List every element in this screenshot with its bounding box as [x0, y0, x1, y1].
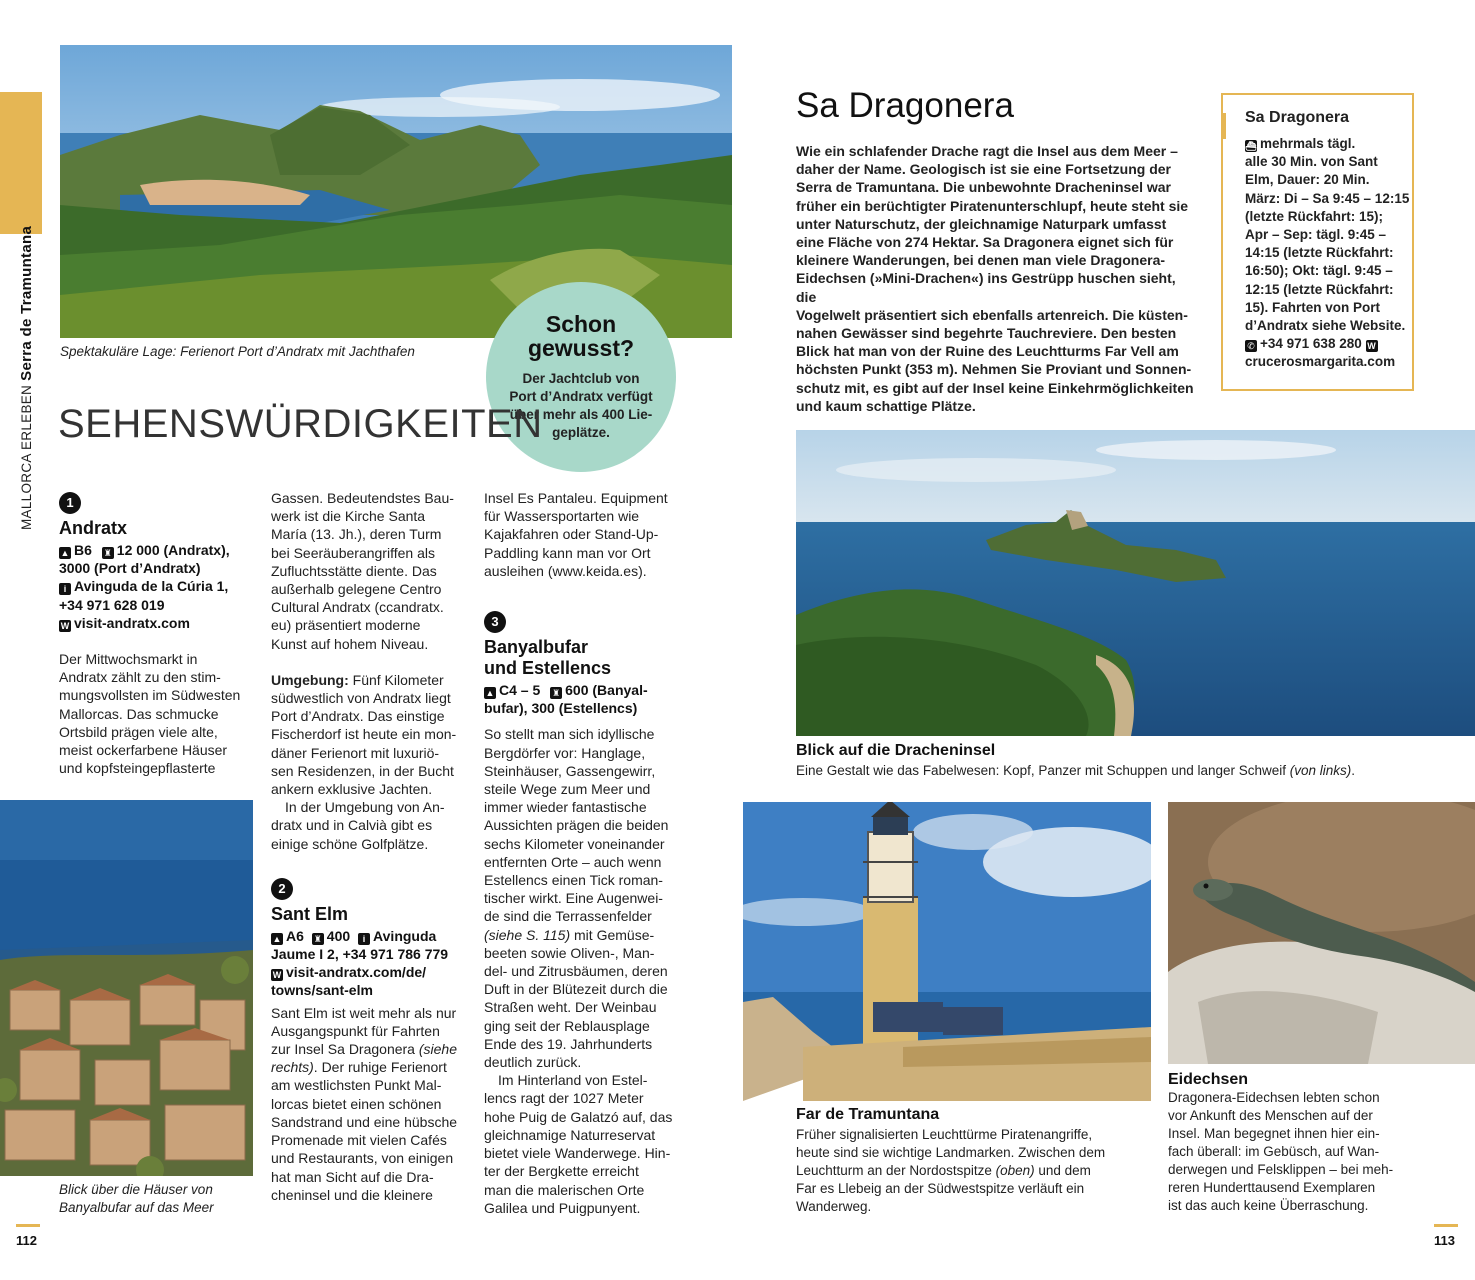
address-phone: Jaume I 2, +34 971 786 779: [271, 946, 449, 963]
body-line: Bergdörfer vor: Hanglage,: [484, 744, 646, 761]
info-line: Elm, Dauer: 20 Min.: [1245, 172, 1370, 188]
column-3: [484, 489, 684, 1217]
population-icon: ♜: [313, 933, 322, 944]
body-line: Mallorcas. Das schmucke: [59, 705, 219, 722]
website-link-cont[interactable]: towns/sant-elm: [271, 982, 373, 999]
island-illustration: [796, 430, 1475, 736]
page-number-rule: [1434, 1224, 1458, 1227]
sight-title: Andratx: [59, 518, 128, 538]
body-line: eu) präsentiert moderne: [271, 617, 421, 634]
bubble-title-1: Schon: [545, 311, 617, 337]
bubble-line: Port d’Andratx verfügt: [509, 389, 653, 404]
photo-lighthouse-heading: Far de Tramuntana: [796, 1106, 940, 1123]
body-line: sen Residenzen, in der Bucht: [271, 762, 454, 779]
web-icon: W: [272, 970, 282, 981]
page-number-right: 113: [1434, 1233, 1455, 1248]
info-icon: i: [358, 933, 370, 945]
photo-lizard-caption: [1168, 1089, 1458, 1215]
body-line: Insel Es Pantaleu. Equipment: [484, 490, 668, 506]
body-line: und kaum schattige Plätze.: [796, 397, 976, 414]
body-line: höchsten Punkt (353 m). Nehmen Sie Proviant und Sonnen-: [796, 361, 1192, 378]
body-line: hohe Puig de Galatzó auf, das: [484, 1108, 673, 1125]
lizard-illustration: [1168, 802, 1475, 1064]
body-line: So stellt man sich idyllische: [484, 726, 655, 743]
body-line: Wie ein schlafender Drache ragt die Insel aus dem Meer –: [796, 143, 1178, 159]
body-line: bietet viele Wanderwege. Hin-: [484, 1145, 671, 1162]
body-line: lencs ragt der 1027 Meter: [484, 1090, 644, 1107]
body-line: südwestlich von Andratx liegt: [271, 690, 451, 707]
body-line: kleinere Wanderungen, bei denen man viele Dragonera-: [796, 252, 1166, 269]
body-line: eine Fläche von 274 Hektar. Sa Dragonera eignet sich für: [796, 234, 1174, 251]
caption-line: Blick über die Häuser von: [59, 1182, 213, 1197]
bubble-line: Der Jachtclub von: [522, 371, 640, 386]
body-line: deutlich zurück.: [484, 1054, 582, 1071]
body-line: Cultural Andratx (ccandratx.: [271, 599, 444, 616]
info-line: (letzte Rückfahrt: 15);: [1245, 208, 1384, 224]
body-line: däner Ferienort mit luxuriö-: [271, 744, 440, 761]
lighthouse-illustration: [743, 802, 1151, 1101]
body-line: sechs Kilometer voneinander: [484, 835, 665, 852]
body-line: Kajakfahren oder Stand-Up-: [484, 526, 659, 543]
caption-ref: (oben): [995, 1163, 1035, 1178]
body-line: beeten sowie Oliven-, Man-: [484, 944, 655, 961]
body-line: Promenade mit vielen Cafés: [271, 1132, 447, 1149]
port-andratx-illustration: [60, 45, 732, 338]
phone: +34 971 628 019: [59, 596, 165, 613]
info-line: 14:15 (letzte Rückfahrt:: [1245, 245, 1394, 261]
body-line: Steinhäuser, Gassengewirr,: [484, 762, 656, 779]
info-line: 16:50); Okt: tägl. 9:45 –: [1245, 263, 1393, 279]
body-line: Paddling kann man vor Ort: [484, 544, 651, 561]
population: 12 000 (Andratx),: [116, 542, 230, 558]
body-line: daher der Name. Geologisch ist sie eine Fortsetzung der: [796, 161, 1171, 178]
body-line: Duft in der Blütezeit durch die: [484, 981, 668, 998]
bubble-line: geplätze.: [552, 425, 610, 440]
body-line: In der Umgebung von An-: [285, 799, 445, 816]
population-icon: ♜: [552, 688, 561, 699]
photo-port-andratx: [60, 45, 732, 338]
sight-number: 3: [484, 611, 506, 633]
running-header: [18, 226, 35, 530]
body-line: ter der Bergkette erreicht: [484, 1163, 639, 1180]
body-line: man die malerischen Orte: [484, 1181, 645, 1198]
body-line: entfernten Orte – auch wenn: [484, 853, 662, 870]
body-line: María (13. Jh.), deren Turm: [271, 526, 442, 543]
map-ref: B6: [74, 542, 92, 558]
address: Avinguda de la Cúria 1,: [74, 578, 229, 595]
body-line: Eidechsen (»Mini-Drachen«) ins Gestrüpp huschen sieht, die: [796, 270, 1176, 305]
info-line: März: Di – Sa 9:45 – 12:15: [1245, 190, 1410, 206]
body-line: Estellencs einen Tick roman-: [484, 872, 663, 889]
info-line: 12:15 (letzte Rückfahrt:: [1245, 281, 1394, 297]
sight-title: Sant Elm: [271, 903, 349, 924]
body-line: meist ockerfarbene Häuser: [59, 742, 228, 759]
section-title: SEHENSWÜRDIGKEITEN: [58, 402, 543, 446]
body-line: Kunst auf hohem Niveau.: [271, 635, 429, 652]
info-icon: i: [59, 583, 71, 595]
body-line: mit Gemüse-: [570, 926, 655, 943]
photo-banyalbufar: [0, 800, 253, 1176]
info-line: mehrmals tägl.: [1260, 136, 1356, 151]
body-line: Sandstrand und eine hübsche: [271, 1113, 458, 1130]
body-line: Gassen. Bedeutendstes Bau-: [271, 490, 454, 506]
body-line: Andratx zählt zu den stim-: [59, 669, 221, 686]
body-line: am westlichsten Punkt Mal-: [271, 1077, 442, 1094]
photo-top-caption: Spektakuläre Lage: Ferienort Port d’Andratx mit Jachthafen: [60, 344, 415, 359]
body-line: Vogelwelt präsentiert sich ebenfalls artenreich. Die küsten-: [796, 306, 1188, 323]
info-box: [1221, 93, 1414, 391]
body-line: zur Insel Sa Dragonera: [271, 1041, 419, 1058]
photo-island-caption: [796, 762, 1355, 780]
body-line: Im Hinterland von Estel-: [498, 1072, 648, 1089]
body-line: ging seit der Reblausplage: [484, 1017, 650, 1034]
photo-lighthouse-caption: [796, 1126, 1156, 1216]
caption-text: .: [1351, 763, 1356, 778]
address: Avinguda: [373, 927, 437, 944]
body-line: . Der ruhige Ferienort: [313, 1059, 447, 1076]
body-line: Blick hat man von der Ruine des Leuchtturms Far Vell am: [796, 343, 1179, 360]
ferry-icon: ⛴: [1245, 141, 1257, 151]
sight-andratx: [59, 492, 259, 777]
column-2: [271, 489, 471, 1204]
body-line: de sind die Terrassenfelder: [484, 908, 652, 925]
sight-number: 2: [271, 878, 293, 900]
caption-line: Früher signalisierten Leuchttürme Piratenangriffe,: [796, 1127, 1093, 1142]
sight-banyalbufar: [484, 611, 684, 1217]
body-line: Ende des 19. Jahrhunderts: [484, 1035, 653, 1052]
phone-icon: ✆: [1245, 340, 1257, 352]
map-ref: C4 – 5: [499, 682, 541, 699]
web-icon: W: [60, 620, 70, 631]
body-line: Ortsbild prägen viele alte,: [59, 723, 218, 740]
info-line: d’Andratx siehe Website.: [1245, 318, 1406, 334]
info-line: Apr – Sep: tägl. 9:45 –: [1245, 227, 1387, 243]
map-ref: A6: [286, 927, 304, 944]
info-box-marker: [1221, 113, 1226, 139]
body-line: und kopfsteingepflasterte: [59, 760, 216, 777]
info-line: alle 30 Min. von Sant: [1245, 154, 1378, 170]
caption-line: vor Ankunft des Menschen auf der: [1168, 1108, 1373, 1123]
body-line: Straßen weht. Der Weinbau: [484, 999, 657, 1016]
photo-lighthouse: [743, 802, 1151, 1101]
book-label: MALLORCA ERLEBEN: [19, 384, 34, 530]
caption-line: heute sind sie wichtige Landmarken. Zwischen dem: [796, 1145, 1106, 1160]
caption-line: Banyalbufar auf das Meer: [59, 1200, 214, 1215]
body-line: mungsvollsten im Südwesten: [59, 687, 241, 704]
population-2: 3000 (Port d’Andratx): [59, 560, 201, 577]
body-line: Aussichten prägen die beiden: [484, 817, 669, 834]
caption-line: Dragonera-Eidechsen lebten schon: [1168, 1090, 1380, 1105]
body-line: steile Wege zum Meer und: [484, 781, 651, 798]
banyalbufar-illustration: [0, 800, 253, 1176]
info-phone: +34 971 638 280: [1260, 336, 1362, 352]
sight-title-1: Banyalbufar: [484, 637, 589, 658]
caption-text: Eine Gestalt wie das Fabelwesen: Kopf, Panzer mit Schuppen und langer Schweif: [796, 763, 1290, 778]
sight-sant-elm: [271, 878, 471, 1204]
website-link[interactable]: visit-andratx.com/de/: [286, 964, 427, 981]
photo-island-heading: Blick auf die Dracheninsel: [796, 742, 996, 759]
body-line: für Wassersportarten wie: [484, 508, 640, 525]
photo-dragonera-island: [796, 430, 1475, 736]
caption-line: reren Hunderttausend Exemplaren: [1168, 1180, 1376, 1195]
body-line: Der Mittwochsmarkt in: [59, 651, 198, 668]
body-line: nahen Gewässer sind begehrte Tauchreviere. Den besten: [796, 325, 1177, 342]
population-2: bufar), 300 (Estellencs): [484, 700, 638, 717]
body-line: immer wieder fantastische: [484, 799, 647, 816]
map-icon: ▲: [60, 548, 70, 558]
body-line: Ausgangspunkt für Fahrten: [271, 1022, 440, 1039]
caption-line: Wanderweg.: [796, 1199, 872, 1214]
body-line: tischer wirkt. Eine Augenwei-: [484, 890, 663, 907]
body-line: cheninsel und die kleinere: [271, 1186, 433, 1203]
sight-title-2: und Estellencs: [484, 658, 612, 679]
caption-line: ist das auch keine Überraschung.: [1168, 1198, 1369, 1213]
region-label: Serra de Tramuntana: [18, 225, 35, 381]
cross-ref: (siehe S. 115): [484, 926, 571, 943]
body-line: hat man Sicht auf die Dra-: [271, 1168, 434, 1185]
body-line: Sant Elm ist weit mehr als nur: [271, 1004, 457, 1021]
body-line: Fischerdorf ist heute ein mon-: [271, 726, 457, 743]
chapter-tab: [0, 92, 42, 234]
body-line: Galilea und Puigpunyent.: [484, 1199, 641, 1216]
body-line: Fünf Kilometer: [348, 671, 444, 688]
body-line: werk ist die Kirche Santa: [271, 508, 426, 525]
page-number-rule: [16, 1224, 40, 1227]
population-icon: ♜: [103, 548, 112, 558]
cross-ref: rechts): [271, 1059, 314, 1076]
bubble-line: über mehr als 400 Lie-: [509, 407, 653, 422]
body-line: und Restaurants, von einigen: [271, 1150, 454, 1167]
body-line: ausleihen (www.keida.es).: [484, 562, 647, 579]
info-website-link[interactable]: crucerosmargarita.com: [1245, 354, 1396, 370]
info-line: 15). Fahrten von Port: [1245, 299, 1381, 315]
map-icon: ▲: [272, 933, 282, 944]
body-line: früher ein berüchtigter Piratenunterschlupf, heute steht sie: [796, 197, 1189, 214]
caption-line: fach überall: im Gebüsch, auf Wan-: [1168, 1144, 1380, 1159]
caption-line: Insel. Man begegnet ihnen hier ein-: [1168, 1126, 1380, 1141]
bubble-title-2: gewusst?: [527, 335, 635, 361]
body-line: einige schöne Golfplätze.: [271, 835, 429, 852]
caption-line: derwegen und Felsklippen – bei meh-: [1168, 1162, 1394, 1177]
cross-ref: (siehe: [418, 1041, 457, 1058]
population: 600 (Banyal-: [565, 682, 648, 699]
sight-number: 1: [59, 492, 81, 514]
info-box-title: Sa Dragonera: [1245, 109, 1350, 126]
body-line: bei Seeräuberangriffen als: [271, 544, 435, 561]
photo-banyalbufar-caption: [59, 1181, 214, 1217]
photo-lizard: [1168, 802, 1475, 1064]
dragonera-title: Sa Dragonera: [796, 86, 1014, 125]
caption-ref: (von links): [1289, 763, 1352, 778]
caption-text: und dem: [1034, 1163, 1091, 1178]
surroundings-label: Umgebung:: [271, 671, 349, 688]
page-number-left: 112: [16, 1233, 37, 1248]
body-line: dratx und in Calvià gibt es: [271, 817, 433, 834]
body-line: Serra de Tramuntana. Die unbewohnte Dracheninsel war: [796, 179, 1171, 196]
body-line: außerhalb gelegene Centro: [271, 581, 442, 598]
map-icon: ▲: [485, 688, 495, 699]
body-line: lorcas bietet einen schönen: [271, 1095, 442, 1112]
caption-text: Leuchtturm an der Nordostspitze: [796, 1163, 996, 1178]
body-line: del- und Zitrusbäumen, deren: [484, 963, 668, 980]
body-line: ankern exklusive Jachten.: [271, 781, 433, 798]
web-icon: W: [1367, 341, 1376, 352]
photo-lizard-heading: Eidechsen: [1168, 1071, 1249, 1088]
website-link[interactable]: visit-andratx.com: [74, 614, 190, 631]
body-line: Port d’Andratx. Das einstige: [271, 708, 445, 725]
body-line: schutz mit, es gibt auf der Insel keine Einkehrmöglichkeiten: [796, 379, 1194, 396]
body-line: gleichnamige Naturreservat: [484, 1126, 656, 1143]
body-line: unter Naturschutz, der gleichnamige Naturpark umfasst: [796, 215, 1167, 232]
population: 400: [326, 927, 351, 944]
body-line: Zufluchtsstätte diente. Das: [271, 562, 437, 579]
caption-line: Far es Llebeig an der Südwestspitze verläuft ein: [796, 1181, 1085, 1196]
dragonera-body: [796, 142, 1196, 415]
